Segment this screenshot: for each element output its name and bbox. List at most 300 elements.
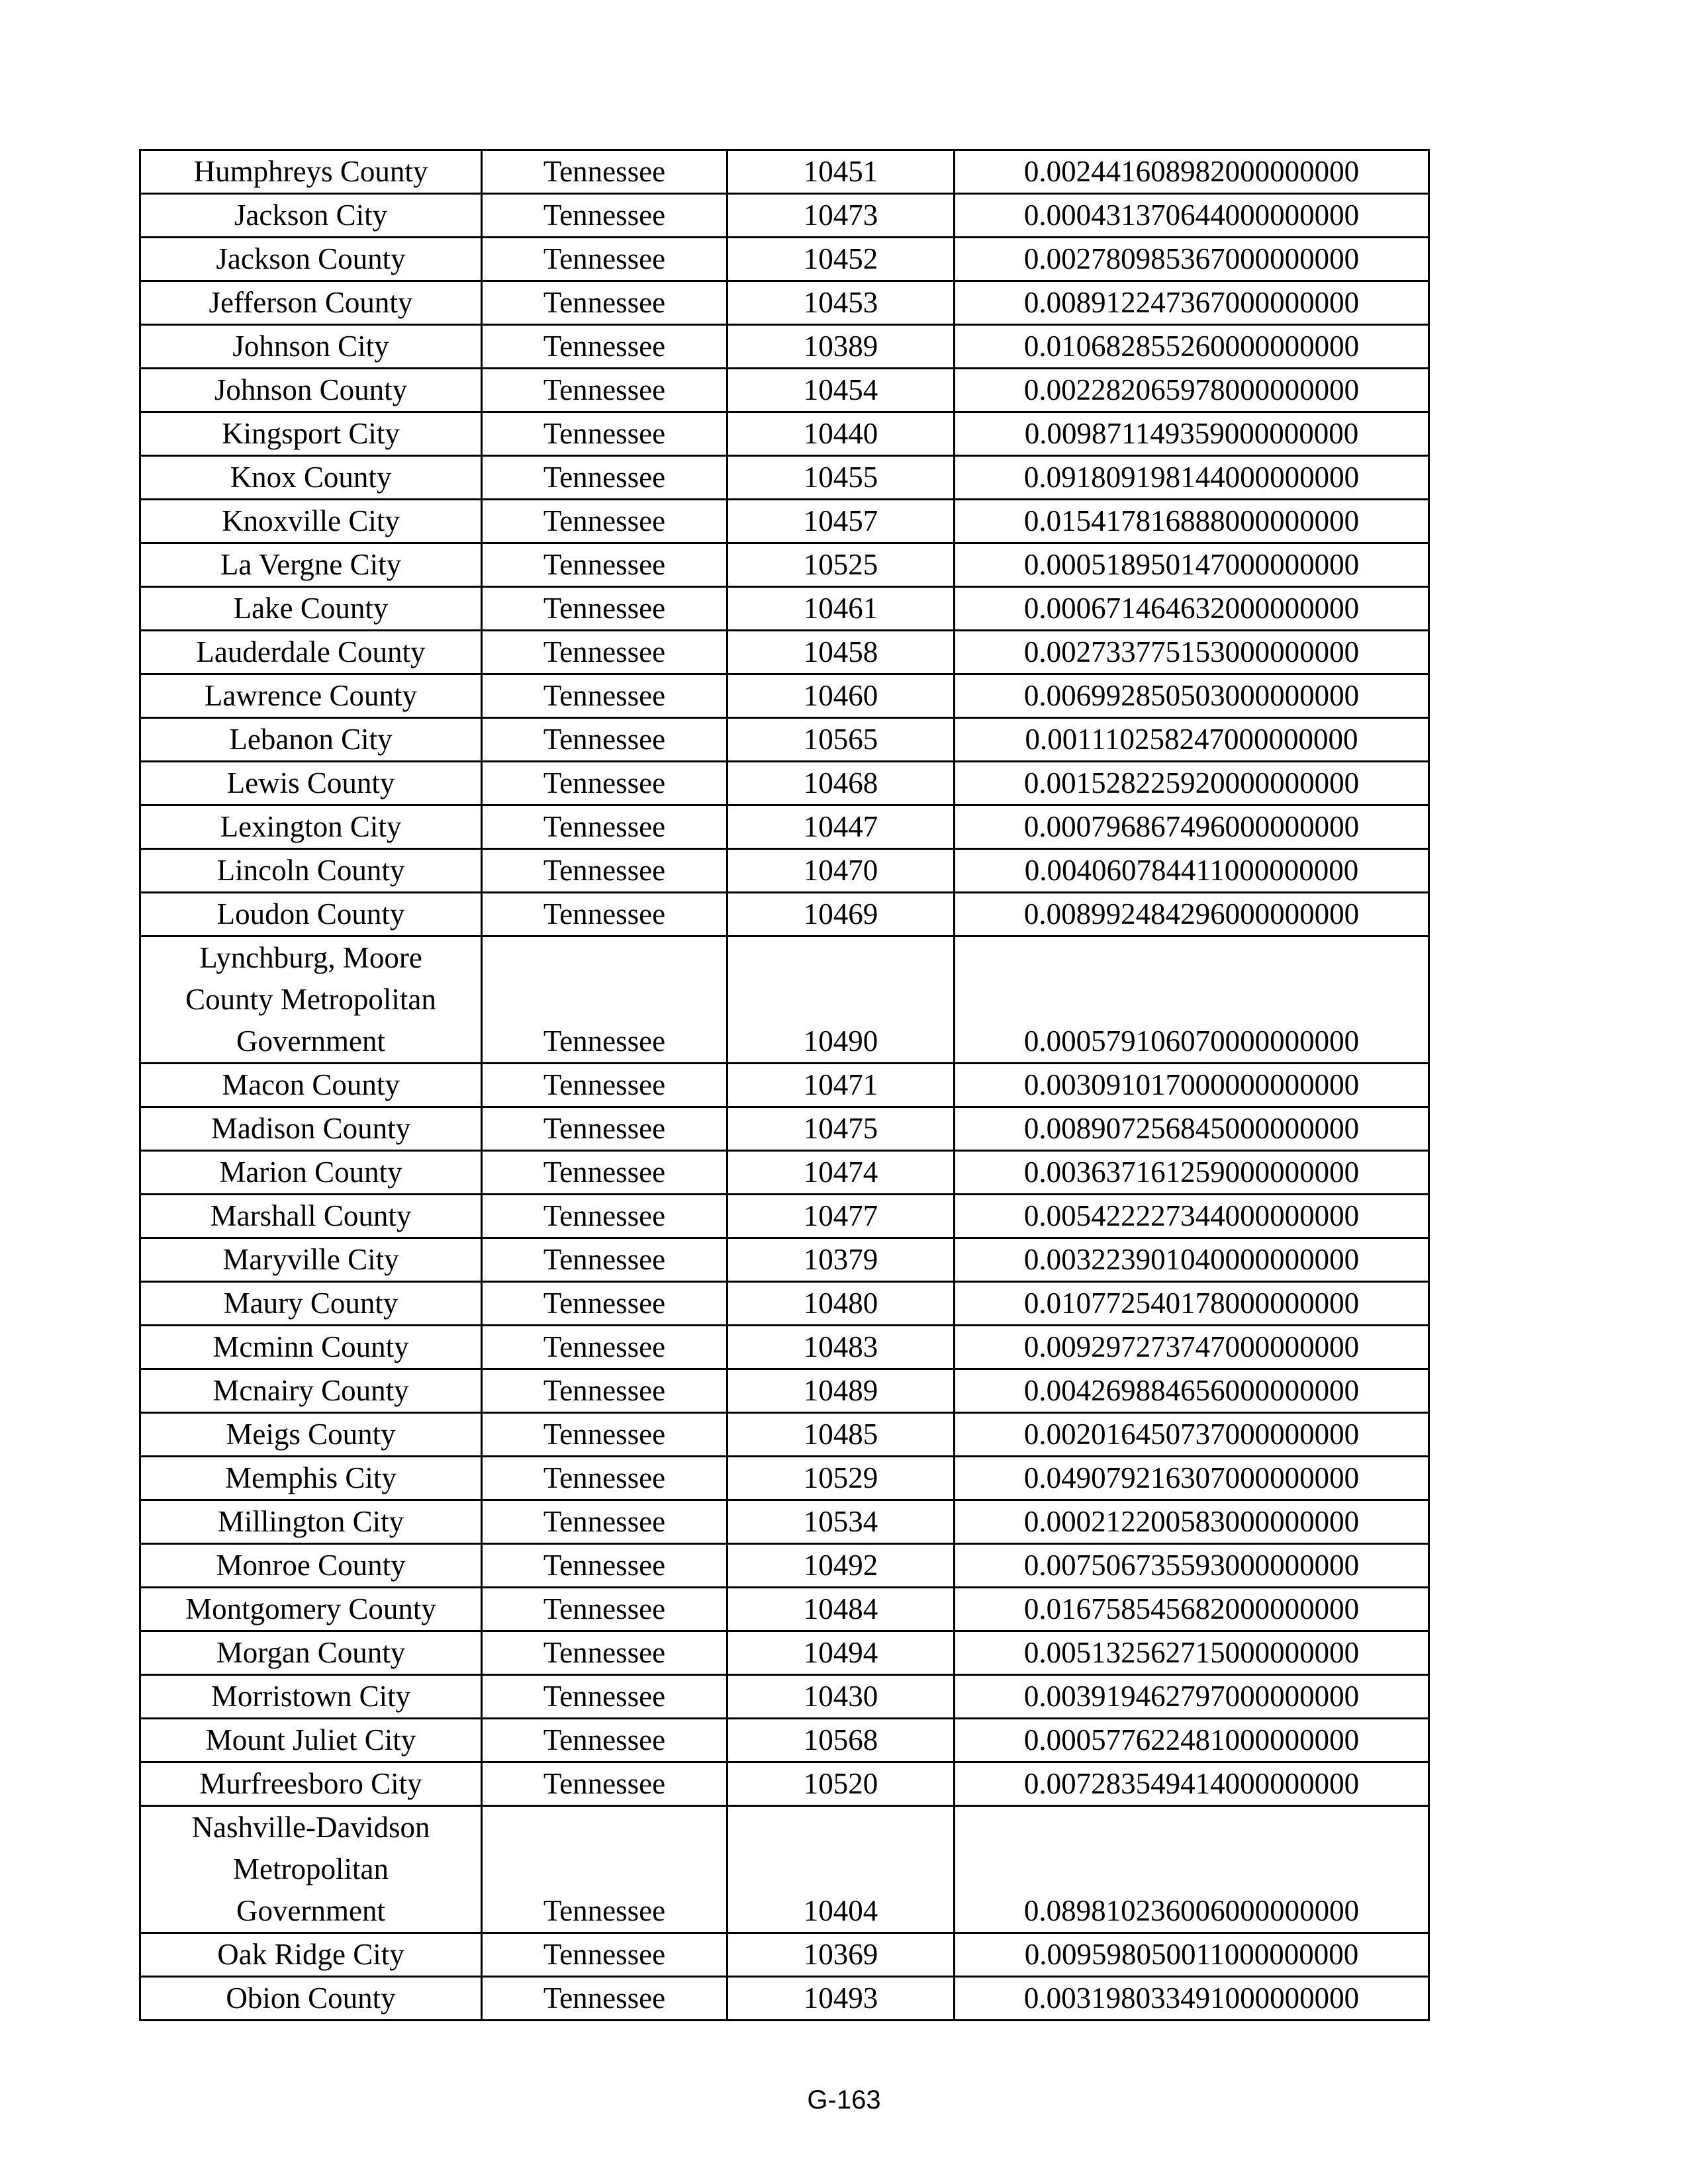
id-cell (727, 1238, 955, 1282)
allocation-value-cell-text: 0.000577622481000000000 (1023, 1723, 1360, 1756)
id-cell (727, 1369, 955, 1413)
allocation-value-cell (955, 1064, 1429, 1107)
jurisdiction-cell (140, 1588, 482, 1631)
allocation-value-cell (955, 238, 1429, 281)
id-cell-text: 10470 (803, 854, 878, 887)
jurisdiction-cell (140, 1762, 482, 1806)
jurisdiction-cell (140, 1326, 482, 1369)
allocation-value-cell-text: 0.010682855260000000000 (1023, 330, 1360, 363)
allocation-value-cell-text: 0.008912247367000000000 (1023, 286, 1360, 319)
jurisdiction-cell (140, 849, 482, 893)
allocation-value-cell (955, 1762, 1429, 1806)
state-cell (482, 1806, 727, 1933)
table-row (140, 936, 1429, 1064)
state-cell-text: Tennessee (543, 461, 666, 494)
allocation-value-cell-text: 0.005132562715000000000 (1023, 1636, 1360, 1669)
allocation-value-cell (955, 849, 1429, 893)
allocation-value-cell (955, 805, 1429, 849)
allocation-value-cell-text: 0.007283549414000000000 (1023, 1767, 1360, 1800)
id-cell-text: 10457 (803, 504, 878, 537)
table-row (140, 194, 1429, 238)
state-cell (482, 674, 727, 718)
jurisdiction-cell-text: Jackson City (234, 199, 388, 232)
table-row (140, 1544, 1429, 1588)
allocation-value-cell (955, 1413, 1429, 1457)
state-cell-text: Tennessee (543, 766, 666, 799)
table-row (140, 1500, 1429, 1544)
jurisdiction-cell-text: Lynchburg, Moore County Metropolitan Government (185, 941, 436, 1058)
state-cell-text: Tennessee (543, 1330, 666, 1363)
jurisdiction-cell-text: Maury County (223, 1287, 399, 1320)
state-cell-text: Tennessee (543, 1592, 666, 1625)
table-row (140, 150, 1429, 194)
jurisdiction-cell (140, 194, 482, 238)
state-cell (482, 500, 727, 543)
id-cell (727, 631, 955, 674)
id-cell-text: 10520 (803, 1767, 878, 1800)
table-row (140, 1326, 1429, 1369)
id-cell-text: 10484 (803, 1592, 878, 1625)
jurisdiction-cell-text: Mcminn County (212, 1330, 409, 1363)
table-row (140, 1977, 1429, 2021)
jurisdiction-cell (140, 1107, 482, 1151)
state-cell-text: Tennessee (543, 1981, 666, 2015)
state-cell-text: Tennessee (543, 1938, 666, 1971)
id-cell-text: 10440 (803, 417, 878, 450)
state-cell (482, 893, 727, 936)
table-row (140, 500, 1429, 543)
jurisdiction-cell (140, 587, 482, 631)
allocation-value-cell (955, 1369, 1429, 1413)
allocation-value-cell (955, 1933, 1429, 1977)
state-cell-text: Tennessee (543, 1287, 666, 1320)
jurisdiction-cell-text: Kingsport City (222, 417, 400, 450)
jurisdiction-cell-text: Maryville City (222, 1243, 399, 1276)
state-cell (482, 631, 727, 674)
jurisdiction-cell (140, 631, 482, 674)
table-row (140, 1762, 1429, 1806)
state-cell (482, 543, 727, 587)
jurisdiction-cell (140, 1369, 482, 1413)
jurisdiction-cell-text: Lexington City (220, 810, 402, 843)
id-cell-text: 10469 (803, 897, 878, 931)
allocation-value-cell (955, 325, 1429, 369)
table-row (140, 1719, 1429, 1762)
state-cell (482, 1544, 727, 1588)
jurisdiction-cell (140, 1282, 482, 1326)
id-cell-text: 10468 (803, 766, 878, 799)
table-row (140, 543, 1429, 587)
jurisdiction-cell-text: Lebanon City (229, 723, 393, 756)
jurisdiction-cell (140, 238, 482, 281)
table-row (140, 456, 1429, 500)
table-row (140, 1151, 1429, 1195)
state-cell-text: Tennessee (543, 504, 666, 537)
allocation-value-cell (955, 194, 1429, 238)
id-cell (727, 936, 955, 1064)
state-cell-text: Tennessee (543, 679, 666, 712)
allocation-value-cell-text: 0.000579106070000000000 (1023, 1024, 1360, 1058)
jurisdiction-cell-text: Lewis County (226, 766, 395, 799)
state-cell (482, 281, 727, 325)
id-cell-text: 10489 (803, 1374, 878, 1407)
table-body (140, 150, 1429, 2021)
state-cell-text: Tennessee (543, 417, 666, 450)
allocation-value-cell-text: 0.000796867496000000000 (1023, 810, 1360, 843)
id-cell (727, 412, 955, 456)
jurisdiction-cell-text: Marshall County (210, 1199, 412, 1232)
state-cell-text: Tennessee (543, 810, 666, 843)
id-cell-text: 10494 (803, 1636, 878, 1669)
jurisdiction-cell (140, 325, 482, 369)
state-cell (482, 369, 727, 412)
allocation-value-cell (955, 1977, 1429, 2021)
id-cell-text: 10473 (803, 199, 878, 232)
allocation-value-cell-text: 0.001528225920000000000 (1023, 766, 1360, 799)
allocation-value-cell (955, 281, 1429, 325)
allocation-value-cell-text: 0.049079216307000000000 (1023, 1461, 1360, 1494)
allocation-value-cell (955, 762, 1429, 805)
table-row (140, 849, 1429, 893)
id-cell-text: 10485 (803, 1418, 878, 1451)
table-row (140, 1238, 1429, 1282)
allocation-value-cell-text: 0.004060784411000000000 (1024, 854, 1359, 887)
allocation-value-cell (955, 1806, 1429, 1933)
jurisdiction-cell (140, 936, 482, 1064)
jurisdiction-cell-text: Knoxville City (222, 504, 400, 537)
jurisdiction-cell (140, 456, 482, 500)
jurisdiction-cell-text: Lawrence County (204, 679, 418, 712)
id-cell (727, 369, 955, 412)
state-cell (482, 412, 727, 456)
table-row (140, 1588, 1429, 1631)
allocation-value-cell-text: 0.001110258247000000000 (1025, 723, 1358, 756)
jurisdiction-cell-text: Mount Juliet City (205, 1723, 416, 1756)
state-cell-text: Tennessee (543, 330, 666, 363)
jurisdiction-cell (140, 674, 482, 718)
state-cell (482, 1369, 727, 1413)
jurisdiction-cell (140, 1631, 482, 1675)
id-cell-text: 10480 (803, 1287, 878, 1320)
state-cell (482, 1151, 727, 1195)
allocation-value-cell (955, 500, 1429, 543)
id-cell-text: 10451 (803, 155, 878, 188)
state-cell-text: Tennessee (543, 1505, 666, 1538)
state-cell-text: Tennessee (543, 286, 666, 319)
allocation-value-cell-text: 0.010772540178000000000 (1023, 1287, 1360, 1320)
state-cell (482, 849, 727, 893)
jurisdiction-cell-text: Monroe County (216, 1549, 406, 1582)
allocation-value-cell-text: 0.006992850503000000000 (1023, 679, 1360, 712)
id-cell (727, 1500, 955, 1544)
jurisdiction-cell (140, 1238, 482, 1282)
id-cell-text: 10483 (803, 1330, 878, 1363)
table-row (140, 1457, 1429, 1500)
state-cell (482, 1719, 727, 1762)
allocation-value-cell-text: 0.089810236006000000000 (1023, 1894, 1360, 1927)
allocation-value-cell (955, 1719, 1429, 1762)
allocation-value-cell (955, 1588, 1429, 1631)
id-cell (727, 1282, 955, 1326)
jurisdiction-cell-text: Loudon County (216, 897, 405, 931)
table-row (140, 1369, 1429, 1413)
id-cell (727, 718, 955, 762)
id-cell (727, 1631, 955, 1675)
allocation-value-cell-text: 0.008907256845000000000 (1023, 1112, 1360, 1145)
state-cell (482, 194, 727, 238)
jurisdiction-cell (140, 1806, 482, 1933)
state-cell-text: Tennessee (543, 1243, 666, 1276)
id-cell-text: 10452 (803, 242, 878, 275)
state-cell-text: Tennessee (543, 635, 666, 668)
allocation-value-cell (955, 1282, 1429, 1326)
state-cell-text: Tennessee (543, 1418, 666, 1451)
id-cell-text: 10460 (803, 679, 878, 712)
table-row (140, 1933, 1429, 1977)
state-cell (482, 1107, 727, 1151)
state-cell-text: Tennessee (543, 1199, 666, 1232)
jurisdiction-cell-text: Millington City (217, 1505, 404, 1538)
page-number: G-163 (807, 2085, 881, 2115)
table-row (140, 1195, 1429, 1238)
jurisdiction-cell-text: Marion County (219, 1156, 402, 1189)
jurisdiction-cell (140, 1064, 482, 1107)
state-cell-text: Tennessee (543, 1024, 666, 1058)
table-row (140, 805, 1429, 849)
jurisdiction-cell (140, 805, 482, 849)
allocation-value-cell (955, 1238, 1429, 1282)
jurisdiction-cell-text: Humphreys County (193, 155, 428, 188)
table-row (140, 1675, 1429, 1719)
jurisdiction-cell-text: Montgomery County (185, 1592, 436, 1625)
id-cell-text: 10455 (803, 461, 878, 494)
id-cell-text: 10430 (803, 1680, 878, 1713)
jurisdiction-cell (140, 1413, 482, 1457)
state-cell (482, 1933, 727, 1977)
table-row (140, 1282, 1429, 1326)
allocation-value-cell (955, 936, 1429, 1064)
state-cell-text: Tennessee (543, 1068, 666, 1101)
state-cell-text: Tennessee (543, 1767, 666, 1800)
id-cell (727, 1413, 955, 1457)
jurisdiction-cell (140, 412, 482, 456)
allocation-value-cell-text: 0.009871149359000000000 (1024, 417, 1359, 450)
allocation-value-cell (955, 1544, 1429, 1588)
id-cell-text: 10369 (803, 1938, 878, 1971)
id-cell (727, 1719, 955, 1762)
allocation-value-cell (955, 1195, 1429, 1238)
id-cell (727, 1977, 955, 2021)
jurisdiction-cell-text: Morristown City (211, 1680, 411, 1713)
state-cell-text: Tennessee (543, 897, 666, 931)
id-cell (727, 849, 955, 893)
allocation-value-cell-text: 0.005422227344000000000 (1023, 1199, 1360, 1232)
allocation-value-cell (955, 1500, 1429, 1544)
id-cell-text: 10471 (803, 1068, 878, 1101)
state-cell-text: Tennessee (543, 1680, 666, 1713)
table-row (140, 631, 1429, 674)
state-cell (482, 718, 727, 762)
state-cell (482, 1675, 727, 1719)
state-cell-text: Tennessee (543, 1461, 666, 1494)
allocation-value-cell (955, 412, 1429, 456)
id-cell (727, 1806, 955, 1933)
id-cell-text: 10453 (803, 286, 878, 319)
jurisdiction-cell-text: Jefferson County (209, 286, 413, 319)
id-cell-text: 10474 (803, 1156, 878, 1189)
jurisdiction-cell-text: Jackson County (216, 242, 406, 275)
jurisdiction-cell-text: Murfreesboro City (199, 1767, 422, 1800)
allocation-value-cell (955, 1326, 1429, 1369)
jurisdiction-cell (140, 1977, 482, 2021)
state-cell-text: Tennessee (543, 723, 666, 756)
id-cell (727, 1064, 955, 1107)
table-row (140, 1631, 1429, 1675)
jurisdiction-cell-text: La Vergne City (220, 548, 402, 581)
table-row (140, 325, 1429, 369)
allocation-value-cell (955, 718, 1429, 762)
state-cell-text: Tennessee (543, 1636, 666, 1669)
id-cell-text: 10525 (803, 548, 878, 581)
id-cell (727, 1675, 955, 1719)
allocation-value-cell (955, 369, 1429, 412)
table-row (140, 718, 1429, 762)
state-cell (482, 1977, 727, 2021)
jurisdiction-cell-text: Johnson County (214, 373, 408, 406)
allocation-value-cell-text: 0.015417816888000000000 (1023, 504, 1360, 537)
table-row (140, 1413, 1429, 1457)
id-cell (727, 456, 955, 500)
table-row (140, 762, 1429, 805)
jurisdiction-cell-text: Madison County (211, 1112, 411, 1145)
allocation-value-cell-text: 0.007506735593000000000 (1023, 1549, 1360, 1582)
jurisdiction-cell-text: Mcnairy County (212, 1374, 409, 1407)
jurisdiction-cell (140, 1675, 482, 1719)
id-cell (727, 1195, 955, 1238)
state-cell (482, 805, 727, 849)
allocation-value-cell-text: 0.003198033491000000000 (1023, 1981, 1360, 2015)
jurisdiction-cell (140, 1500, 482, 1544)
jurisdiction-cell-text: Memphis City (225, 1461, 397, 1494)
allocation-value-cell (955, 456, 1429, 500)
allocation-value-cell (955, 631, 1429, 674)
state-cell-text: Tennessee (543, 1549, 666, 1582)
id-cell-text: 10389 (803, 330, 878, 363)
state-cell (482, 1500, 727, 1544)
id-cell (727, 805, 955, 849)
jurisdiction-cell (140, 1457, 482, 1500)
state-cell (482, 1326, 727, 1369)
state-cell-text: Tennessee (543, 1374, 666, 1407)
id-cell (727, 674, 955, 718)
jurisdiction-cell (140, 281, 482, 325)
id-cell-text: 10565 (803, 723, 878, 756)
state-cell-text: Tennessee (543, 373, 666, 406)
allocation-value-cell (955, 1631, 1429, 1675)
id-cell (727, 500, 955, 543)
allocation-value-cell-text: 0.003919462797000000000 (1023, 1680, 1360, 1713)
state-cell-text: Tennessee (543, 592, 666, 625)
state-cell-text: Tennessee (543, 155, 666, 188)
jurisdiction-cell-text: Lake County (233, 592, 389, 625)
allocation-value-cell-text: 0.003091017000000000000 (1023, 1068, 1360, 1101)
jurisdiction-cell (140, 1544, 482, 1588)
state-cell (482, 325, 727, 369)
id-cell-text: 10447 (803, 810, 878, 843)
jurisdiction-cell (140, 543, 482, 587)
jurisdiction-cell-text: Lauderdale County (196, 635, 426, 668)
table-row (140, 1064, 1429, 1107)
id-cell-text: 10458 (803, 635, 878, 668)
id-cell-text: 10461 (803, 592, 878, 625)
jurisdiction-cell (140, 718, 482, 762)
state-cell (482, 1195, 727, 1238)
allocation-value-cell-text: 0.003223901040000000000 (1023, 1243, 1360, 1276)
state-cell (482, 238, 727, 281)
state-cell (482, 1238, 727, 1282)
state-cell (482, 1064, 727, 1107)
id-cell (727, 587, 955, 631)
state-cell-text: Tennessee (543, 854, 666, 887)
allocation-value-cell-text: 0.003637161259000000000 (1023, 1156, 1360, 1189)
state-cell (482, 150, 727, 194)
state-cell (482, 1631, 727, 1675)
state-cell (482, 456, 727, 500)
allocation-value-cell-text: 0.000431370644000000000 (1023, 199, 1360, 232)
jurisdiction-cell (140, 1933, 482, 1977)
id-cell-text: 10475 (803, 1112, 878, 1145)
jurisdiction-cell (140, 369, 482, 412)
state-cell (482, 1588, 727, 1631)
allocation-value-cell-text: 0.000518950147000000000 (1023, 548, 1360, 581)
jurisdiction-cell (140, 893, 482, 936)
state-cell-text: Tennessee (543, 1723, 666, 1756)
id-cell-text: 10454 (803, 373, 878, 406)
allocation-value-cell-text: 0.002733775153000000000 (1023, 635, 1360, 668)
id-cell (727, 1933, 955, 1977)
allocation-value-cell-text: 0.000671464632000000000 (1023, 592, 1360, 625)
jurisdiction-cell-text: Lincoln County (216, 854, 405, 887)
table-row (140, 587, 1429, 631)
id-cell (727, 238, 955, 281)
state-cell (482, 936, 727, 1064)
allocation-value-cell (955, 150, 1429, 194)
id-cell (727, 1457, 955, 1500)
allocation-table (139, 149, 1430, 2021)
id-cell (727, 1544, 955, 1588)
jurisdiction-cell-text: Morgan County (216, 1636, 406, 1669)
jurisdiction-cell (140, 1195, 482, 1238)
state-cell-text: Tennessee (543, 199, 666, 232)
allocation-value-cell-text: 0.008992484296000000000 (1023, 897, 1360, 931)
id-cell-text: 10529 (803, 1461, 878, 1494)
id-cell (727, 762, 955, 805)
jurisdiction-cell-text: Oak Ridge City (217, 1938, 404, 1971)
state-cell (482, 1762, 727, 1806)
table-row (140, 412, 1429, 456)
state-cell (482, 762, 727, 805)
id-cell (727, 281, 955, 325)
allocation-value-cell (955, 1675, 1429, 1719)
id-cell (727, 893, 955, 936)
allocation-value-cell-text: 0.009297273747000000000 (1023, 1330, 1360, 1363)
id-cell-text: 10404 (803, 1894, 878, 1927)
state-cell (482, 587, 727, 631)
id-cell-text: 10568 (803, 1723, 878, 1756)
table-row (140, 238, 1429, 281)
id-cell-text: 10477 (803, 1199, 878, 1232)
state-cell-text: Tennessee (543, 1894, 666, 1927)
